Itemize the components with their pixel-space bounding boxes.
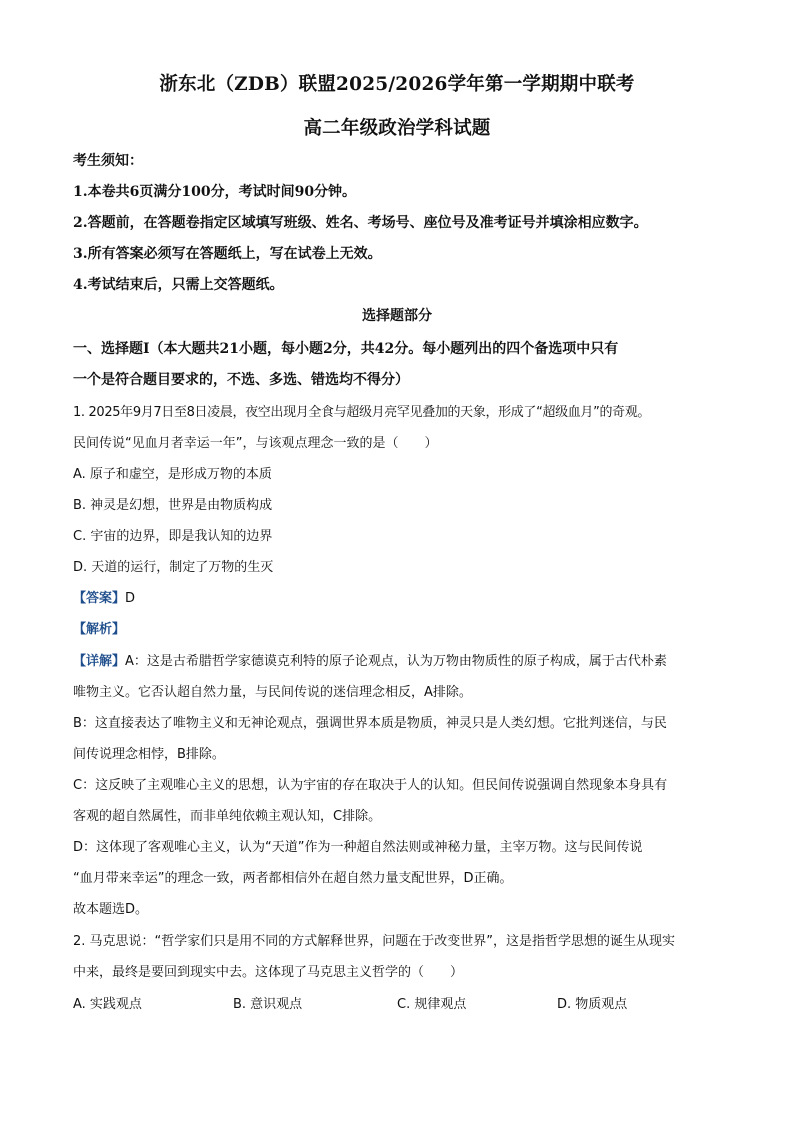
- notice-item-3: 3.所有答案必须写在答题纸上，写在试卷上无效。: [73, 246, 382, 262]
- notice-item-2: 2.答题前，在答题卷指定区域填写班级、姓名、考场号、座位号及准考证号并填涂相应数字。: [73, 215, 648, 231]
- q1-detail-line-2: 唯物主义。它否认超自然力量，与民间传说的迷信理念相反，A排除。: [73, 685, 472, 700]
- q1-detail-line-6: 客观的超自然属性，而非单纯依赖主观认知，C排除。: [73, 809, 382, 824]
- q2-option-b: B. 意识观点: [233, 997, 303, 1012]
- exam-subtitle: 高二年级政治学科试题: [303, 118, 491, 139]
- q1-stem-line-1: 1. 2025年9月7日至8日凌晨，夜空出现月全食与超级月亮罕见叠加的天象，形成了“超级血月”的奇观。: [73, 405, 651, 420]
- q1-detail-line-5: C：这反映了主观唯心主义的思想，认为宇宙的存在取决于人的认知。但民间传说强调自然现象本身具有: [73, 778, 668, 793]
- q1-detail-line-3: B：这直接表达了唯物主义和无神论观点，强调世界本质是物质，神灵只是人类幻想。它批判迷信，与民: [73, 716, 667, 731]
- q1-detail-line-8: “血月带来幸运”的理念一致，两者都相信外在超自然力量支配世界，D正确。: [73, 871, 513, 886]
- q2-option-d: D. 物质观点: [557, 997, 628, 1012]
- q1-detail-line-1: [73, 650, 667, 669]
- q2-option-a: A. 实践观点: [73, 997, 142, 1012]
- exam-title: 浙东北（ZDB）联盟2025/2026学年第一学期期中联考: [159, 74, 635, 95]
- q1-detail-line-7: D：这体现了客观唯心主义，认为“天道”作为一种超自然法则或神秘力量，主宰万物。这与民间传说: [73, 840, 643, 855]
- q1-option-b: B. 神灵是幻想，世界是由物质构成: [73, 498, 273, 513]
- part-instruction-line-2: 一个是符合题目要求的，不选、多选、错选均不得分）: [73, 372, 409, 388]
- q2-option-c: C. 规律观点: [397, 997, 467, 1012]
- detail-tag: 【详解】: [73, 654, 126, 669]
- q1-stem-line-2: 民间传说“见血月者幸运一年”，与该观点理念一致的是（ ）: [73, 436, 438, 451]
- notice-heading: 考生须知：: [73, 153, 143, 169]
- q1-conclusion: 故本题选D。: [73, 902, 149, 917]
- q1-answer: [73, 587, 135, 606]
- q2-stem-line-2: 中来，最终是要回到现实中去。这体现了马克思主义哲学的（ ）: [73, 965, 464, 980]
- answer-value: D: [125, 591, 136, 606]
- notice-item-4: 4.考试结束后，只需上交答题纸。: [73, 277, 284, 293]
- notice-item-1: 1.本卷共6页满分100分，考试时间90分钟。: [73, 184, 357, 200]
- q1-analysis: [73, 618, 125, 637]
- q1-option-d: D. 天道的运行，制定了万物的生灭: [73, 560, 274, 575]
- part-instruction-line-1: 一、选择题Ⅰ（本大题共21小题，每小题2分，共42分。每小题列出的四个备选项中只有: [73, 341, 619, 357]
- detail-text: A：这是古希腊哲学家德谟克利特的原子论观点，认为万物由物质性的原子构成，属于古代朴素: [125, 654, 667, 669]
- q2-stem-line-1: 2. 马克思说：“哲学家们只是用不同的方式解释世界，问题在于改变世界”，这是指哲学思想的诞生从现实: [73, 934, 676, 949]
- q1-option-c: C. 宇宙的边界，即是我认知的边界: [73, 529, 273, 544]
- section-heading: 选择题部分: [362, 308, 432, 324]
- q1-option-a: A. 原子和虚空，是形成万物的本质: [73, 467, 272, 482]
- answer-tag: 【答案】: [73, 591, 126, 606]
- q1-detail-line-4: 间传说理念相悖，B排除。: [73, 747, 225, 762]
- analysis-tag: 【解析】: [73, 622, 126, 637]
